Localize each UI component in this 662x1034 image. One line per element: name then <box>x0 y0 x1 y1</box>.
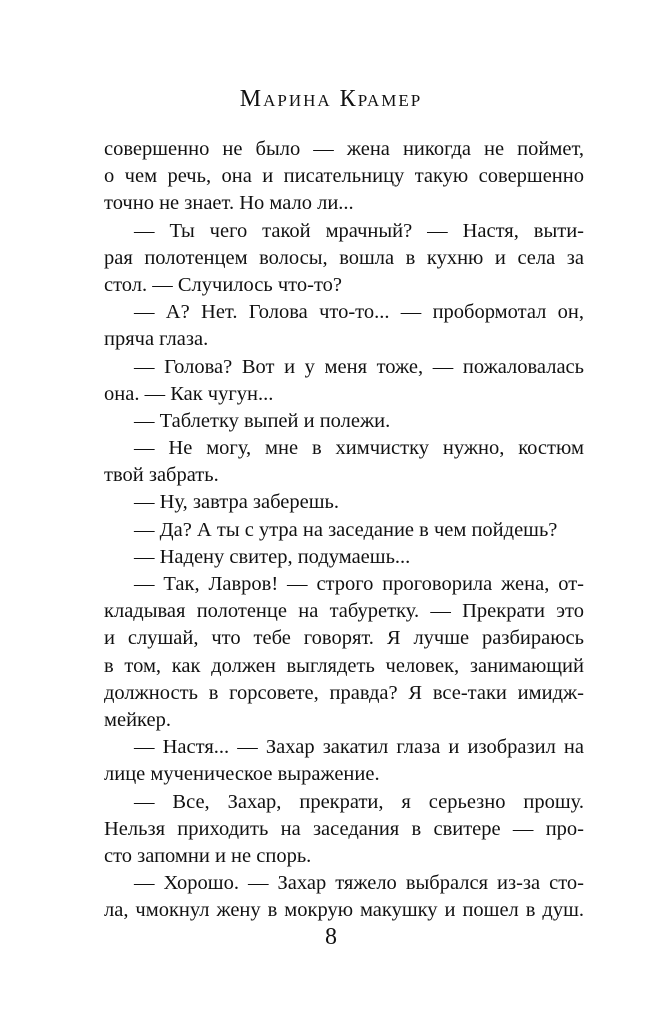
body-text <box>104 136 584 924</box>
text-line: и слушай, что тебе говорят. Я лучше разбираюсь <box>104 627 584 650</box>
text-line: — Так, Лавров! — строго проговорила жена, от- <box>134 573 584 595</box>
text-line: совершенно не было — жена никогда не поймет, <box>104 138 584 160</box>
text-line: — А? Нет. Голова что-то... — пробормотал он, <box>134 301 584 324</box>
text-line: твой забрать. <box>104 464 219 487</box>
text-line: стол. — Случилось что-то? <box>104 273 342 296</box>
text-line: кладывая полотенце на табуретку. — Прекрати это <box>104 600 584 623</box>
text-line: лице мученическое выражение. <box>104 763 380 786</box>
text-line: пряча глаза. <box>104 328 209 351</box>
text-line: должность в горсовете, правда? Я все-таки имидж- <box>104 681 584 704</box>
text-line: — Да? А ты с утра на заседание в чем пойдешь? <box>134 518 558 541</box>
running-head: Марина Крамер <box>239 86 423 112</box>
text-line: сто запомни и не спорь. <box>104 844 312 867</box>
text-line: — Хорошо. — Захар тяжело выбрался из-за сто- <box>134 872 584 895</box>
text-line: в том, как должен выглядеть человек, занимающий <box>104 654 584 677</box>
text-line: мейкер. <box>104 708 171 731</box>
text-line: — Таблетку выпей и полежи. <box>134 409 391 432</box>
text-line: — Голова? Вот и у меня тоже, — пожаловалась <box>134 355 584 378</box>
page-number: 8 <box>325 924 337 950</box>
text-line: рая полотенцем волосы, вошла в кухню и села за <box>104 246 584 269</box>
text-line: она. — Как чугун... <box>104 382 274 405</box>
text-line: ла, чмокнул жену в мокрую макушку и пошел в душ. <box>104 899 584 922</box>
text-line: о чем речь, она и писательницу такую совершенно <box>104 165 584 188</box>
text-line: Нельзя приходить на заседания в свитере — про- <box>104 817 584 840</box>
text-line: точно не знает. Но мало ли... <box>104 192 354 215</box>
text-line: — Настя... — Захар закатил глаза и изобразил на <box>134 736 584 759</box>
text-line: — Ну, завтра заберешь. <box>134 491 339 514</box>
text-line: — Ты чего такой мрачный? — Настя, выти- <box>134 219 584 242</box>
text-line: — Надену свитер, подумаешь... <box>134 545 411 568</box>
text-line: — Все, Захар, прекрати, я серьезно прошу. <box>134 790 584 813</box>
text-line: — Не могу, мне в химчистку нужно, костюм <box>134 437 584 460</box>
